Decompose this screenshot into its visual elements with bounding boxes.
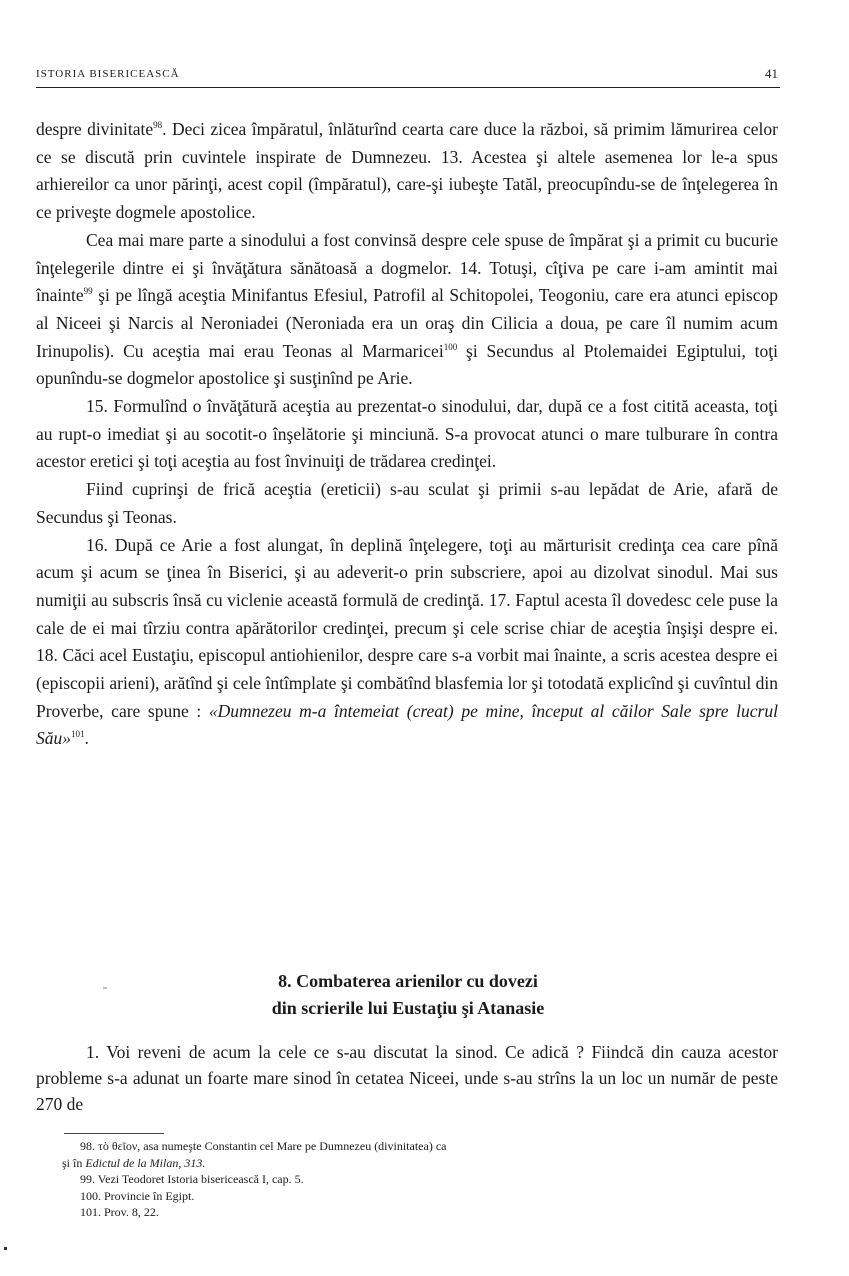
footnote-98-continued: şi în Edictul de la Milan, 313. [62,1155,206,1170]
running-header [36,66,780,86]
section-heading [36,968,780,1022]
page-number: 41 [765,66,778,81]
main-text [36,116,778,753]
section-heading-line-1: 8. Combaterea arienilor cu dovezi [278,971,538,991]
scan-speck [4,1247,7,1250]
footnote-ref-98: 98 [153,120,163,131]
paragraph-3: 15. Formulînd o învăţătură aceştia au prezentat-o sinodului, dar, după ce a fost citită aceasta, toţi au rupt-o imediat şi au socotit-o înşelătorie şi minciună. S-a provocat atunci o mare tulburare în contra acestor eretici şi toţi aceştia au fost învinuiţi de trădarea credinţei. [36,396,778,472]
paragraph-1: despre divinitate$^{98}$. Deci zicea împăratul, înlăturînd cearta care duce la război, să primim lămurirea celor ce se discută prin cuvintele inspirate de Dumnezeu. 13. Acestea şi altele asemenea lor le-a spus arhiereilor ca unor părinţi, acest copil (împăratul), care-şi iubeşte Tatăl, preocupîndu-se de înţelegerea în ce priveşte dogmele apostolice. [36,119,778,223]
section-heading-line-2: din scrierile lui Eustaţiu şi Atanasie [271,998,545,1018]
footnotes [36,1138,780,1221]
footnote-ref-99: 99 [83,286,93,297]
footnote-100: 100. Provincie în Egipt. [80,1188,195,1203]
footnote-rule [64,1133,164,1134]
paragraph-2: Cea mai mare parte a sinodului a fost convinsă despre cele spuse de împărat şi a primit cu bucurie înţelegerile dintre ei şi învăţătura sănătoasă a dogmelor. 14. Totuşi, cîţiva pe care i-am amintit mai înainte$^{99}$ şi pe lîngă aceştia Minifantus Efesiul, Patrofil al Schitopolei, Teogoniu, care era atunci episcop al Niceei şi Narcis al Neroniadei (Neroniada era un oraş din Cilicia a doua, pe care îl numim acum Irinupolis). Cu aceştia mai erau Teonas al Marmaricei$^{100}$ şi Secundus al Ptolemaidei Egiptului, toţi opunîndu-se dogmelor apostolice şi susţinînd pe Arie. [36,229,778,389]
scan-speck [103,987,107,989]
header-rule [36,87,780,88]
paragraph-5: 16. După ce Arie a fost alungat, în deplină înţelegere, toţi au mărturisit credinţa cea care pînă acum şi acum se ţinea în Biserici, şi au adeverit-o prin subscriere, apoi au dizolvat sinodul. Mai sus numiţii au subscris însă cu viclenie această formulă de credinţă. 17. Faptul acesta îl dovedesc cele puse la cale de ei mai tîrziu contra apărătorilor credinţei, precum şi cele scrise chiar de aceştia înşişi despre ei. 18. Căci acel Eustaţiu, episcopul antiohienilor, despre care s-a vorbit mai înainte, a scris acestea despre ei (episcopii arieni), arătînd şi cele întîmplate şi combătînd blasfemia lor şi totodată explicînd şi cuvîntul din Proverbe, care spune : «Dumnezeu m-a întemeiat (creat) pe mine, început al căilor Sale spre lucrul Său»$^{101}$. [36,534,778,749]
footnote-101: 101. Prov. 8, 22. [80,1205,159,1219]
section-paragraph-1: 1. Voi reveni de acum la cele ce s-au discutat la sinod. Ce adică ? Fiindcă din cauza acestor probleme s-a adunat un foarte mare sinod în cetatea Niceei, unde s-au strîns la un loc un număr de peste 270 de [36,1042,778,1114]
paragraph-4: Fiind cuprinşi de frică aceştia (ereticii) s-au sculat şi primii s-au lepădat de Arie, afară de Secundus şi Teonas. [36,479,778,527]
section-text [36,1039,778,1117]
footnote-ref-101: 101 [71,729,85,740]
running-title: ISTORIA BISERICEASCĂ [36,68,180,80]
proverbs-quote: «Dumnezeu m-a întemeiat (creat) pe mine, început al căilor Sale spre lucrul Său» [36,700,778,749]
footnote-98: 98. τὸ θεῖον, asa numeşte Constantin cel Mare pe Dumnezeu (divinitatea) ca [80,1139,447,1153]
footnote-ref-100: 100 [443,341,458,352]
footnote-99: 99. Vezi Teodoret Istoria bisericească I, cap. 5. [80,1172,304,1186]
